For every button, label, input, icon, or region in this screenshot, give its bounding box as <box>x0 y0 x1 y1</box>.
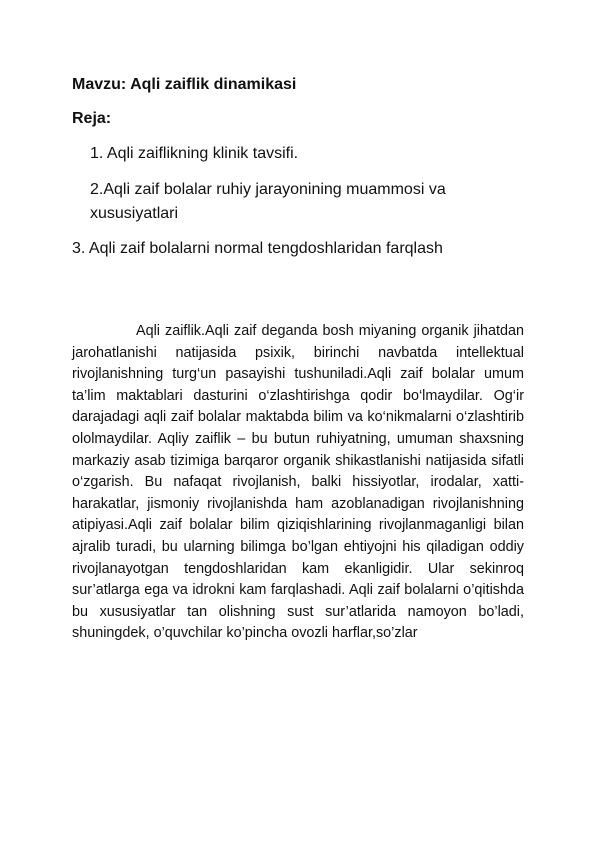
plan-item-2: 2.Aqli zaif bolalar ruhiy jarayonining muammosi va xususiyatlari <box>90 181 446 222</box>
plan-item-1: 1. Aqli zaiflikning klinik tavsifi. <box>90 145 299 162</box>
document-title: Mavzu: Aqli zaiflik dinamikasi <box>72 76 297 93</box>
body-paragraph: Aqli zaiflik.Aqli zaif deganda bosh miyaning organik jihatdan jarohatlanishi natijasida psixik, birinchi navbatda intellektual rivojlanishning turg‘un pasayishi tushuniladi.Aqli zaif bolalar umum ta’lim maktablari dasturini o‘zlashtirishga qodir bo‘lmaydilar. Og‘ir darajadagi aqli zaif bolalar maktabda bilim va ko‘nikmalarni o‘zlashtirib ololmaydilar. Aqliy zaiflik – bu butun ruhiyatning, umuman shaxsning markaziy asab tizimiga barqaror organik shikastlanishi natijasida sifatli o‘zgarish. Bu nafaqat rivojlanish, balki hissiyotlar, irodalar, xatti-harakatlar, jismoniy rivojlanishda ham azoblanadigan rivojlanishning atipiyasi.Aqli zaif bolalar bilim qiziqishlarining rivojlanmaganligi bilan ajralib turadi, bu ularning bilimga bo’lgan ehtiyojni his qiladigan oddiy rivojlanayotgan tengdoshlaridan kam ekanligidir. Ular sekinroq sur’atlarga ega va idrokni kam farqlashadi. Aqli zaif bolalarni o’qitishda bu xususiyatlar tan olishning sust sur’atlarida namoyon bo’ladi, shuningdek, o’quvchilar ko’pincha ovozli harflar,so’zlar <box>72 323 524 642</box>
plan-heading: Reja: <box>72 110 112 127</box>
plan-item-3: 3. Aqli zaif bolalarni normal tengdoshlaridan farqlash <box>72 240 443 257</box>
